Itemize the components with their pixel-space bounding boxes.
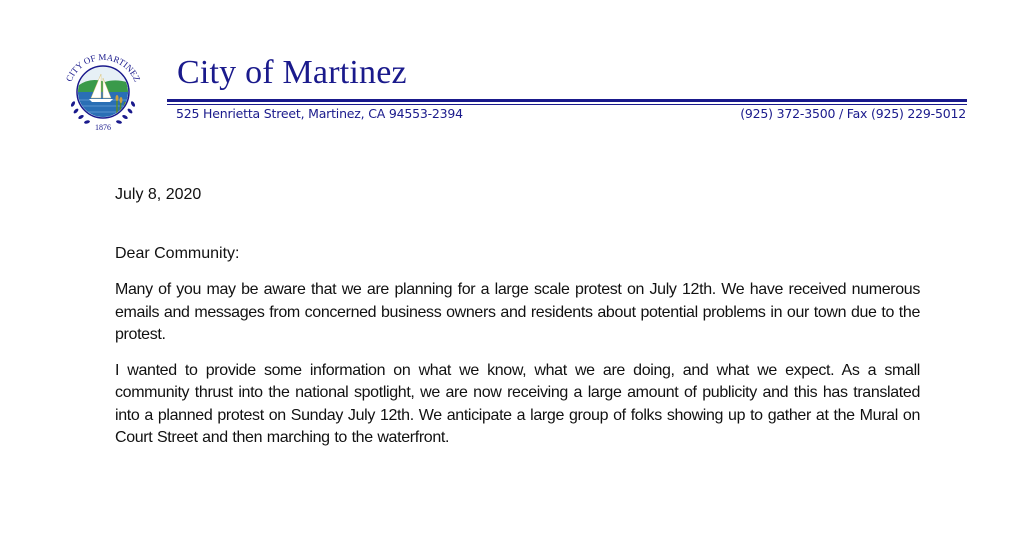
letter-body [115,184,920,463]
letter-date: July 8, 2020 [115,186,202,203]
letterhead-address: 525 Henrietta Street, Martinez, CA 94553-2394 [176,106,463,121]
letter-paragraph: I wanted to provide some information on what we know, what we are doing, and what we expect. As a small community thrust into the national spotlight, we are now receiving a large amount of publicity and this has translated into a planned protest on Sunday July 12th. We anticipate a large group of folks showing up to gather at the Mural on Court Street and then marching to the waterfront. [115,361,920,446]
letterhead-phone-fax: (925) 372-3500 / Fax (925) 229-5012 [740,106,966,121]
seal-year: 1876 [95,123,111,132]
city-seal-icon [55,42,151,138]
seal-top-text: CITY OF MARTINEZ [63,51,143,84]
letterhead-rule-thick [167,99,967,102]
letter-paragraph: Many of you may be aware that we are planning for a large scale protest on July 12th. We have received numerous emails and messages from concerned business owners and residents about potential problems in our town due to the protest. [115,281,920,343]
letterhead-rule-thin [167,104,967,105]
letter-salutation: Dear Community: [115,244,240,262]
letterhead-title: City of Martinez [177,54,407,91]
